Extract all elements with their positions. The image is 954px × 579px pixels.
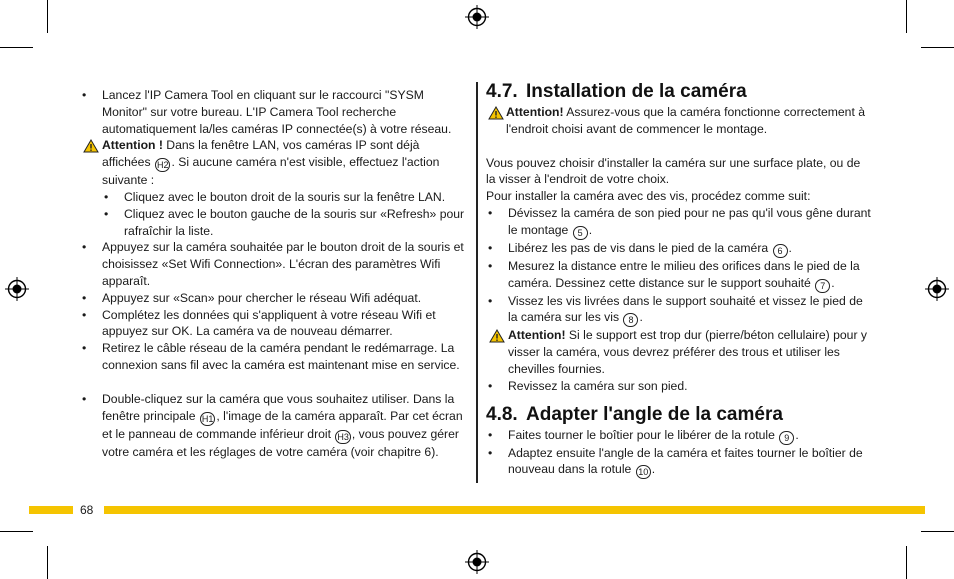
warning-icon <box>488 106 504 120</box>
attention-label: Attention! <box>508 328 566 343</box>
list-item: • Mesurez la distance entre le milieu des orifices dans le pied de la caméra. Dessinez cette distance sur le support souhaité 7 . <box>488 258 860 291</box>
crop-mark <box>47 0 48 33</box>
list-item: • Cliquez avec le bouton droit de la souris sur la fenêtre LAN. <box>104 189 446 204</box>
list-item: • Lancez l'IP Camera Tool en cliquant sur le raccourci "SYSM Monitor" sur votre bureau. L'IP Camera Tool recherche automatiquement la/les caméras IP connectée(s) à votre réseau. <box>82 88 452 136</box>
reference-badge: H2 <box>156 160 169 171</box>
registration-mark-icon <box>5 277 29 301</box>
attention-note: Attention! Assurez-vous que la caméra fonctionne correctement à l'endroit choisi avant de commencer le montage. <box>486 104 872 138</box>
right-column <box>486 80 872 479</box>
list-item: • Vissez les vis livrées dans le support souhaité et vissez le pied de la caméra sur les vis 8 . <box>488 293 863 326</box>
reference-badge: H3 <box>337 431 349 442</box>
registration-mark-icon <box>465 550 489 574</box>
list-item: • Cliquez avec le bouton gauche de la souris sur «Refresh» pour rafraîchir la liste. <box>104 206 465 238</box>
paragraph: Pour installer la caméra avec des vis, procédez comme suit: <box>486 189 811 204</box>
crop-mark <box>906 546 907 579</box>
step-number-badge: 7 <box>815 279 830 293</box>
step-number-badge: 6 <box>773 244 788 258</box>
warning-icon <box>489 329 505 343</box>
attention-label: Attention ! <box>102 138 163 153</box>
attention-label: Attention! <box>506 105 564 119</box>
step-number-badge: 8 <box>623 313 638 327</box>
section-heading-4-8: 4.8. Adapter l'angle de la caméra <box>486 403 783 425</box>
step-number-badge: 5 <box>573 226 588 240</box>
list-item: • Libérez les pas de vis dans le pied de la caméra 6 . <box>488 240 792 256</box>
crop-mark <box>0 47 33 48</box>
page-number: 68 <box>80 503 94 517</box>
left-column <box>80 87 466 460</box>
list-item: • Dévissez la caméra de son pied pour ne pas qu'il vous gêne durant le montage 5 . <box>488 205 871 238</box>
list-item: • Double-cliquez sur la caméra que vous souhaitez utiliser. Dans la fenêtre principale H1 , l'image de la caméra apparaît. Par cet écran et le panneau de commande inférieur droit H3 , vous pouvez gérer votre caméra et les réglages de votre caméra (voir chapitre 6). <box>82 391 463 459</box>
registration-mark-icon <box>465 5 489 29</box>
footer-accent-bar <box>29 506 73 514</box>
list-item: • Adaptez ensuite l'angle de la caméra et faites tourner le boîtier de nouveau dans la rotule 10 . <box>488 445 863 478</box>
crop-mark <box>921 531 954 532</box>
section-heading-4-7: 4.7. Installation de la caméra <box>486 81 747 102</box>
crop-mark <box>47 546 48 579</box>
attention-note: Attention ! Dans la fenêtre LAN, vos caméras IP sont déjà affichées H2 . Si aucune caméra n'est visible, effectuez l'action suivante : <box>80 137 466 189</box>
crop-mark <box>906 0 907 33</box>
warning-icon <box>83 139 99 153</box>
registration-mark-icon <box>925 277 949 301</box>
list-item: • Complétez les données qui s'appliquent à votre réseau Wifi et appuyez sur OK. La caméra va de nouveau démarrer. <box>82 307 436 339</box>
attention-note: Attention! Si le support est trop dur (pierre/béton cellulaire) pour y visser la caméra, vous devrez préférer des trous et utiliser les chevilles fournies. <box>486 327 872 377</box>
list-item: • Revissez la caméra sur son pied. <box>488 378 688 393</box>
column-divider <box>476 82 478 483</box>
list-item: • Faites tourner le boîtier pour le libérer de la rotule 9 . <box>488 427 799 443</box>
footer-accent-bar <box>104 506 925 514</box>
crop-mark <box>921 47 954 48</box>
reference-badge: H1 <box>201 413 214 424</box>
step-number-badge: 10 <box>636 465 651 479</box>
crop-mark <box>0 531 33 532</box>
list-item: • Appuyez sur «Scan» pour chercher le réseau Wifi adéquat. <box>82 290 422 305</box>
list-item: • Retirez le câble réseau de la caméra pendant le redémarrage. La connexion sans fil avec la caméra est maintenant mise en service. <box>82 341 460 372</box>
paragraph: Vous pouvez choisir d'installer la caméra sur une surface plate, ou de la visser à l'endroit de votre choix. <box>486 155 861 187</box>
step-number-badge: 9 <box>779 431 794 445</box>
list-item: • Appuyez sur la caméra souhaitée par le bouton droit de la souris et choisissez «Set Wifi Connection». L'écran des paramètres Wifi apparaît. <box>82 240 464 288</box>
